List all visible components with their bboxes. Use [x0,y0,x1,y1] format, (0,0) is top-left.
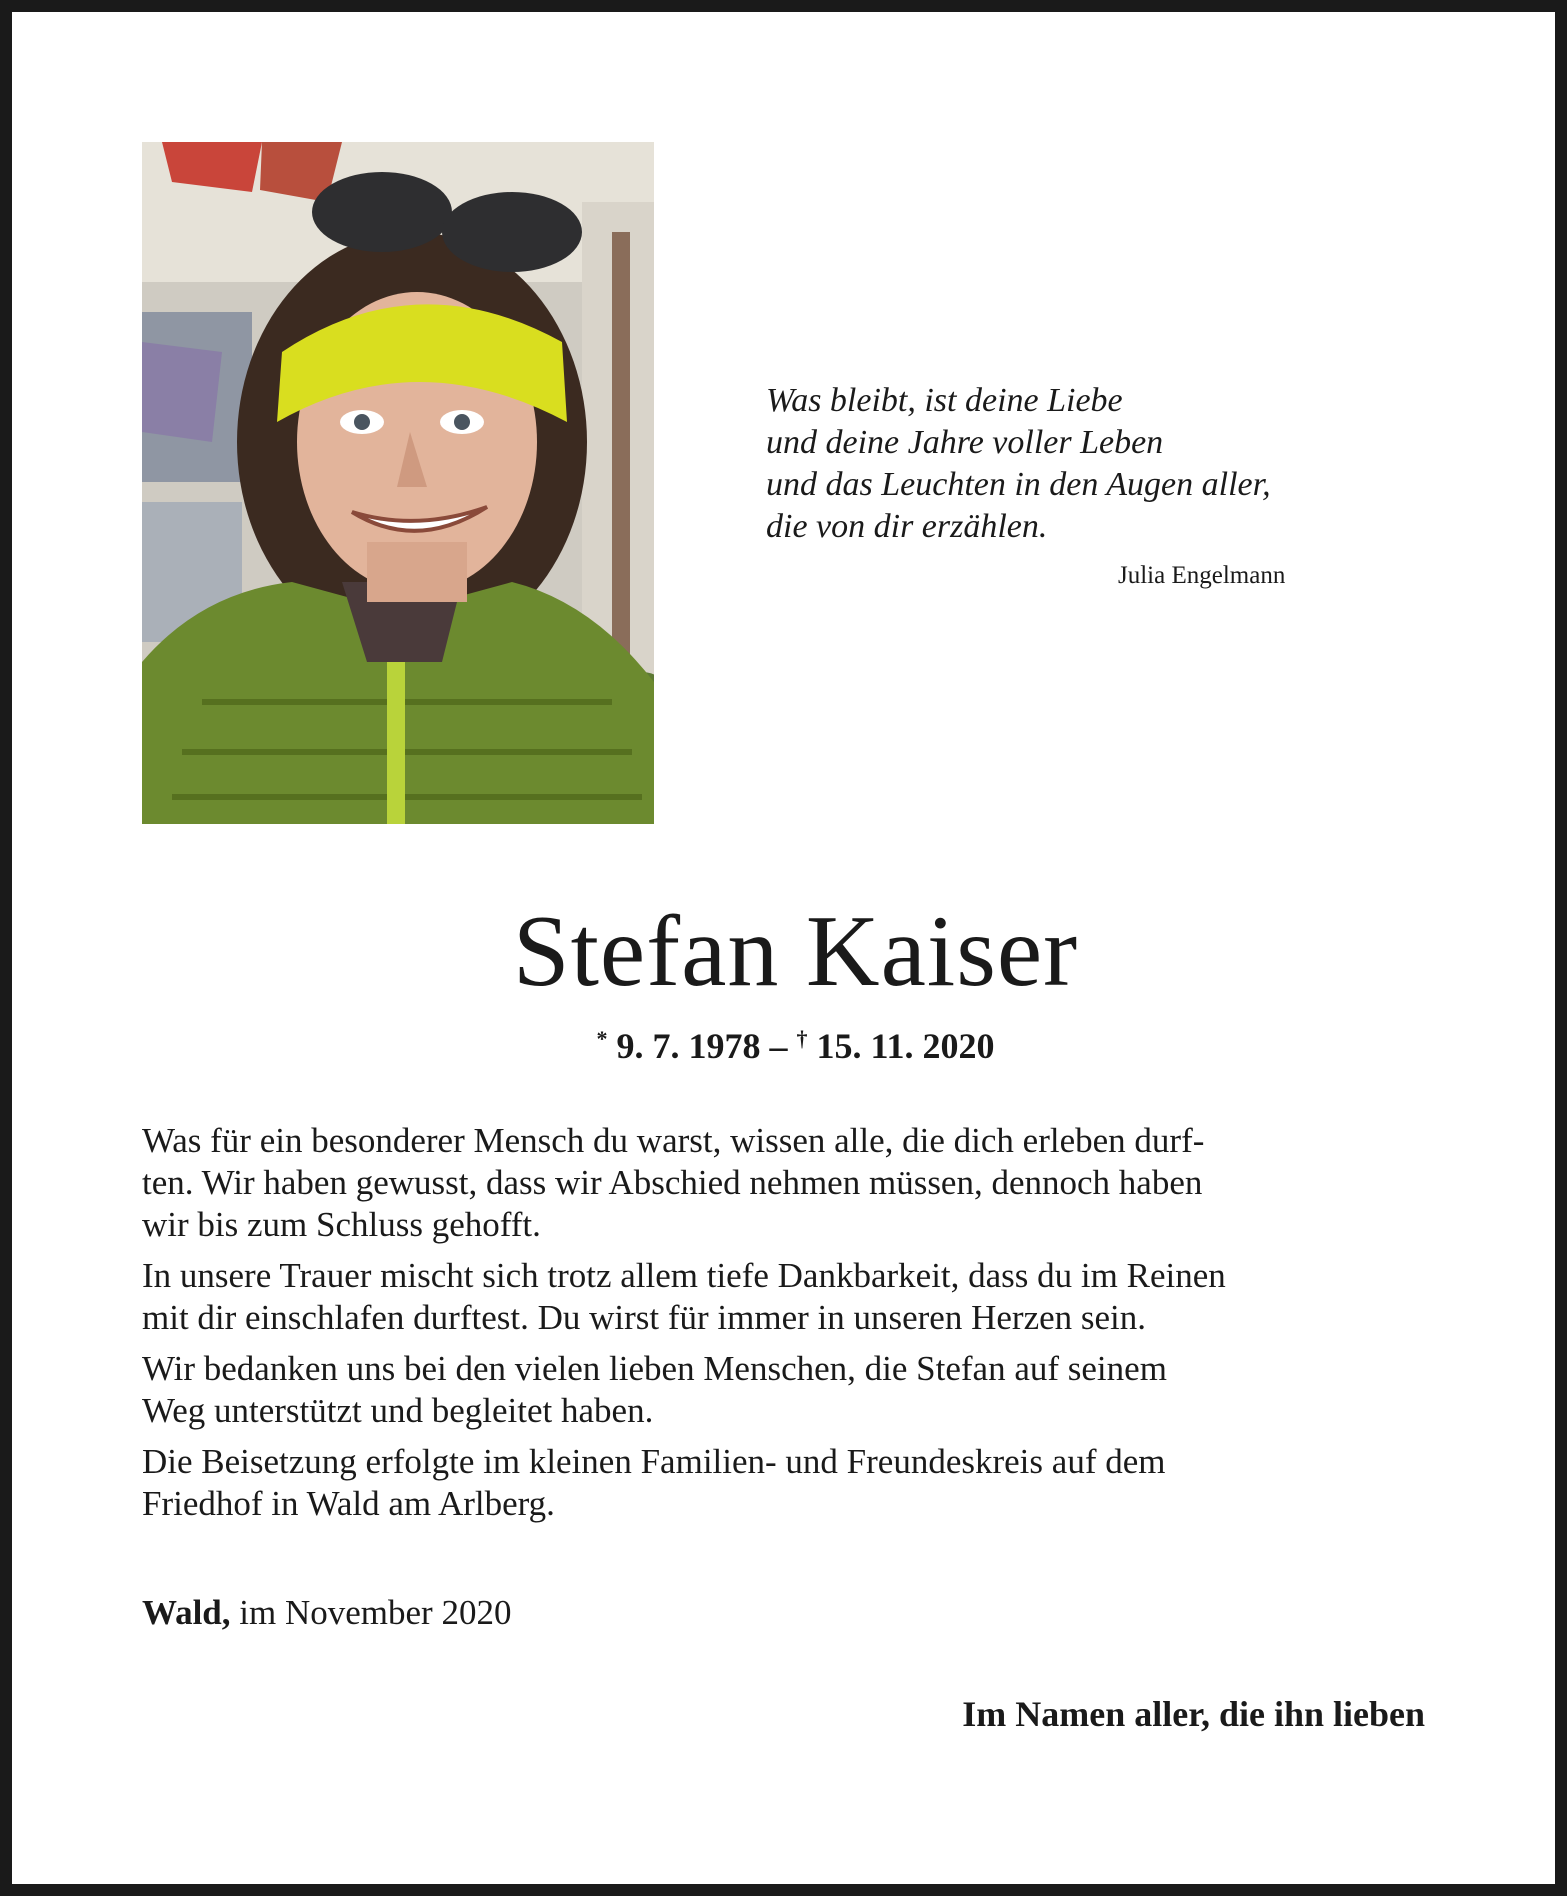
text-line: Was für ein besonderer Mensch du warst, wissen alle, die dich erleben durf- [142,1121,1205,1160]
date-separator: – [769,1026,788,1066]
text-line: ten. Wir haben gewusst, dass wir Abschied nehmen müssen, dennoch haben [142,1163,1203,1202]
paragraph [142,1348,1450,1432]
death-date: 15. 11. 2020 [816,1026,995,1066]
signature: Im Namen aller, die ihn lieben [962,1694,1425,1734]
text-line: Wir bedanken uns bei den vielen lieben Menschen, die Stefan auf seinem [142,1349,1167,1388]
paragraph [142,1255,1450,1339]
place: Wald, [142,1593,231,1632]
obituary-text [142,1120,1450,1534]
text-line: wir bis zum Schluss gehofft. [142,1205,541,1244]
quote-line: und deine Jahre voller Leben [766,424,1164,461]
place-and-date [142,1592,511,1634]
birth-date: 9. 7. 1978 [616,1026,761,1066]
text-line: Die Beisetzung erfolgte im kleinen Familien- und Freundeskreis auf dem [142,1442,1166,1481]
quote-author: Julia Engelmann [1118,562,1286,589]
text-line: Weg unterstützt und begleitet haben. [142,1391,654,1430]
quote-line: und das Leuchten in den Augen aller, [766,466,1271,503]
portrait-illustration [142,142,654,824]
paragraph [142,1441,1450,1525]
portrait-photo [142,142,654,824]
birth-symbol: * [596,1026,608,1051]
death-symbol: † [796,1026,808,1051]
paragraph [142,1120,1450,1246]
deceased-name: Stefan Kaiser [512,895,1079,1008]
memorial-quote [766,380,1366,589]
life-dates [12,1016,1567,1069]
quote-line: Was bleibt, ist deine Liebe [766,382,1123,419]
quote-line: die von dir erzählen. [766,508,1048,545]
text-line: In unsere Trauer mischt sich trotz allem tiefe Dankbarkeit, dass du im Reinen [142,1256,1226,1295]
text-line: Friedhof in Wald am Arlberg. [142,1484,555,1523]
text-line: mit dir einschlafen durftest. Du wirst für immer in unseren Herzen sein. [142,1298,1147,1337]
date: im November 2020 [239,1593,512,1632]
